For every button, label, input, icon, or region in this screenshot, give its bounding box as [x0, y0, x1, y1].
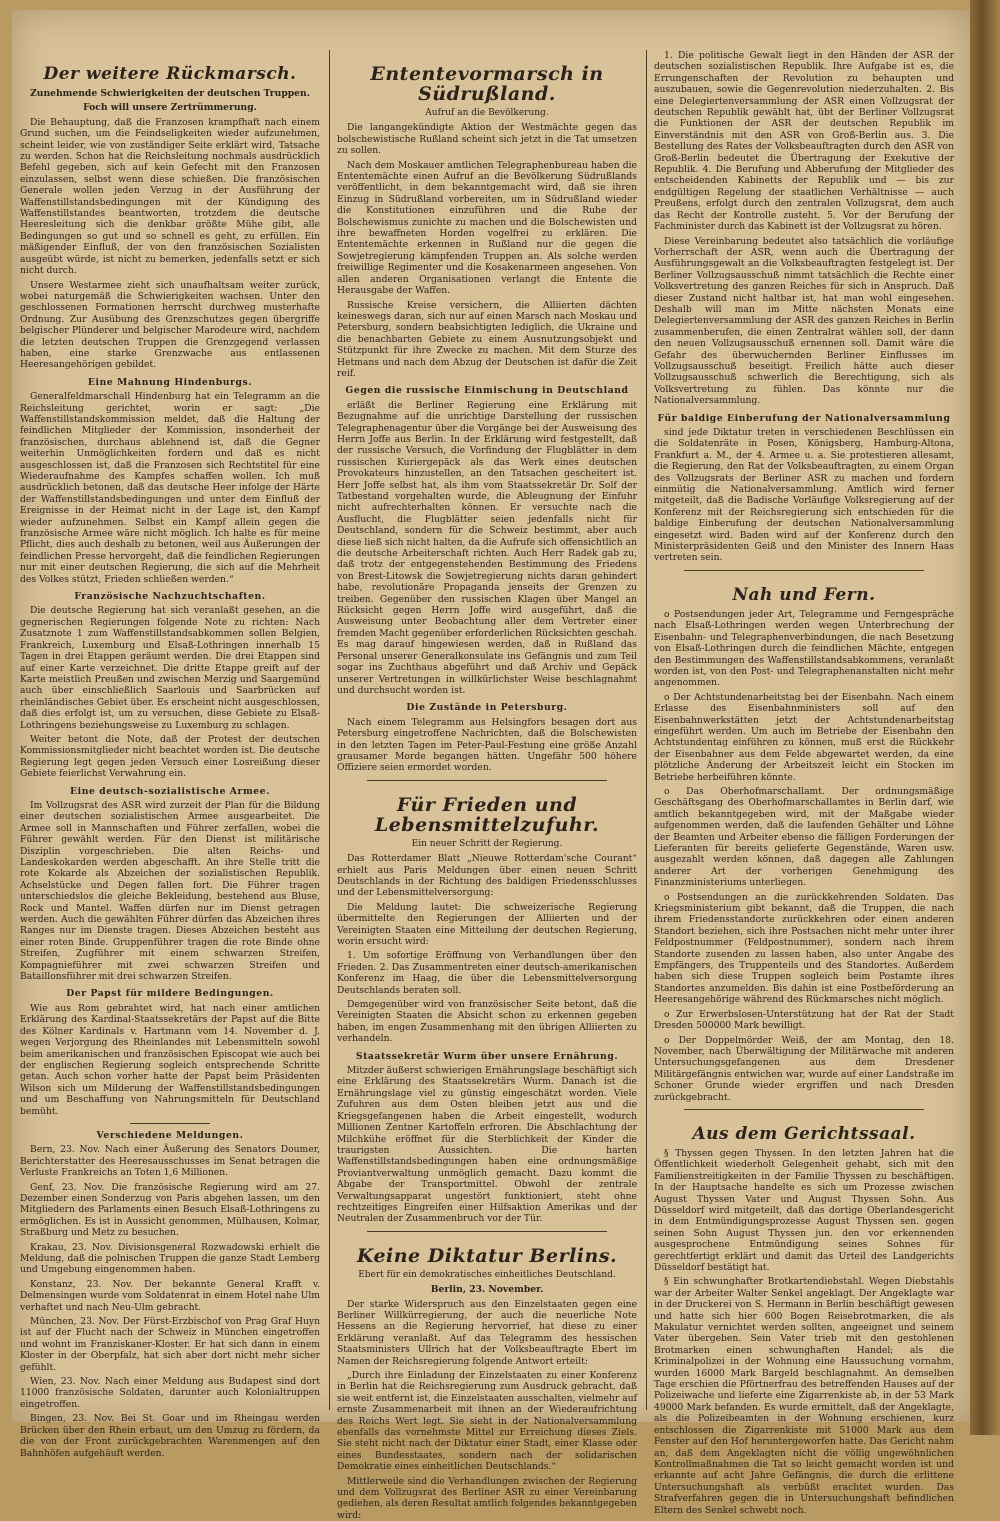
article-headline: Der weitere Rückmarsch. [43, 64, 297, 84]
column-left [20, 50, 320, 1459]
separator [367, 1231, 607, 1232]
paragraph: § Ein schwunghafter Brotkartendiebstahl. Wegen Diebstahls war der Arbeiter Walter Senkel angeklagt. Der Angeklagte war in der Druckerei von S. Hermann in Berlin beschäftigt gewesen und hatte sich hier 600 Bogen Reisebrotmarken, die als Makulatur vernichtet werden sollten, angeeignet und seinem Vater übergeben. Sein Vater trieb mit den gestohlenen Brotmarken einen schwunghaften Handel; als die Kriminalpolizei in der Wohnung eine Haussuchung vornahm, wurden 16000 Mark Bargeld beschlagnahmt. An demselben Tage erschien die Pförtnerfrau des betreffenden Hauses auf der Polizeiwache und lieferte eine Zigarrenkiste ab, in der 53 Mark 49000 Mark befanden. Es wurde ermittelt, daß der Angeklagte, als die Polizeibeamten in der Wohnung erschienen, kurz entschlossen die Zigarrenkiste mit 51000 Mark aus dem Fenster auf den Hof heruntergeworfen hatte. Das Gericht nahm an, daß dem Angeklagten nicht die völlig ungewöhnlichen Kontrollmaßnahmen die Tat so leicht gemacht worden ist und erkannte auf acht Jahre Gefängnis, die durch die erlittene Untersuchungshaft als verbüßt erachtet wurden. Das Strafverfahren gegen die in Untersuchungshaft befindlichen Eltern des Senkel schwebt noch. [654, 1276, 954, 1516]
paragraph: Die deutsche Regierung hat sich veranlaßt gesehen, an die gegnerischen Regierungen folgende Note zu richten: Nach Zusatznote 1 zum Waffenstillstandsabkommen sollen Belgien, Frankreich, Luxemburg und Elsaß-Lothringen innerhalb 15 Tagen in drei Etappen geräumt werden. Die drei Etappen sind auf einer Karte verzeichnet. Die dritte Etappe greift auf der Karte meistlich Preußen und zwischen Merzig und Saargemünd auch über einschließlich Saarlouis und Saarbrücken auf rheinländisches Gebiet über. Es erscheint nicht ausgeschlossen, daß dies erfolgt ist, um zu versuchen, diese Gebiete zu Elsaß-Lothringens beziehungsweise zu Luxemburg zu schlagen. [20, 605, 320, 731]
paragraph: o Postsendungen jeder Art, Telegramme und Ferngespräche nach Elsaß-Lothringen werden wegen Unterbrechung der Eisenbahn- und Telegraphenverbindungen, die nach Besetzung von Elsaß-Lothringen durch die feindlichen Mächte, entgegen den Bestimmungen des Waffenstillstandsabkommens, veranlaßt worden ist, von den Post- und Telegraphenanstalten nicht mehr angenommen. [654, 608, 954, 689]
article-subheading: Ebert für ein demokratisches einheitliches Deutschland. [358, 1269, 616, 1280]
news-item: Krakau, 23. Nov. Divisionsgeneral Rozwadowski erhielt die Meldung, daß die polnischen Truppen die ganze Stadt Lemberg und Umgebung eingenommen haben. [20, 1241, 320, 1276]
column-right [654, 50, 954, 1516]
paragraph: Diese Vereinbarung bedeutet also tatsächlich die vorläufige Vorherrschaft der ASR, wenn auch die Übertragung der Ausführungsgewalt an die Volksbeauftragten festgelegt ist. Der Berliner Vollzugsausschuß nimmt tatsächlich die Rechte einer Volksvertretung des ganzen Reiches für sich in Anspruch. Daß dieser Zustand nicht haltbar ist, hat man wohl eingesehen. Deshalb will man im Mitte nächsten Monats eine Delegiertenversammlung der ASR des ganzen Reiches in Berlin zusammenberufen, die einen Zentralrat wählen soll, der dann den neuen Vollzugsausschuß ernennen soll. Damit wäre die Gefahr des überwuchernden Berliner Einflusses im Vollzugsausschuß beseitigt. Freilich hätte auch dieser Vollzugsausschuß schwerlich die Berechtigung, sich als Volksvertretung zu fühlen. Das könnte nur die Nationalversammlung. [654, 235, 954, 407]
separator [367, 780, 607, 781]
paragraph: Weiter betont die Note, daß der Protest der deutschen Kommissionsmitglieder nicht beachtet worden ist. Die deutsche Regierung legt gegen jeden Versuch einer Losreißung dieser Gebiete feierlichst Verwahrung ein. [20, 733, 320, 780]
paragraph: erläßt die Berliner Regierung eine Erklärung mit Bezugnahme auf die unrichtige Darstellung der russischen Telegraphenagentur über die Vorgänge bei der Ausweisung des Herrn Joffe aus Berlin. In der Erklärung wird festgestellt, daß der russische Versuch, die Vorfindung der Flugblätter in dem russischen Kuriergepäck als das Werk eines deutschen Provokateurs hinzustellen, an den Tatsachen gescheitert ist. Herr Joffe selbst hat, als ihm vom Staatssekretär Dr. Solf der Tatbestand vorgehalten wurde, die Ableugnung der Einfuhr nicht aufrechterhalten können. Er versuchte nach die Ausflucht, die Flugblätter seien jedenfalls nicht für Deutschland, sondern für die Schweiz bestimmt, aber auch diese ließ sich nicht halten, da die Aufrufe sich offensichtlich an die deutsche Arbeiterschaft richten. Auch Herr Radek gab zu, daß trotz der entgegenstehenden Bestimmung des Friedens von Brest-Litowsk die Sowjetregierung nichts daran gehindert habe, revolutionäre Propaganda jenseits der Grenzen zu treiben. Gegenüber den russischen Klagen über Mangel an Rücksicht gegen Herrn Joffe wird ausgeführt, daß die Ausweisung unter Beobachtung aller dem Vertreter einer fremden Macht gegenüber erforderlichen Rücksichten geschah. Es mag darauf hingewiesen werden, daß in Rußland das Personal unserer Generalkonsulate ins Gefängnis und zum Teil sogar ins Zuchthaus abgeführt und daß Archiv und Gepäck unserer Vertretungen in willkürlichster Weise beschlagnahmt und durchsucht worden ist. [337, 399, 637, 696]
section-heading: Eine deutsch-sozialistische Armee. [70, 785, 270, 797]
separator [130, 1123, 210, 1124]
news-item: München, 23. Nov. Der Fürst-Erzbischof von Prag Graf Huyn ist auf der Flucht nach der Schweiz in München eingetroffen und wohnt im Franziskaner-Kloster. Er hat sich dann in einem Kloster in der Oberpfalz, hat sich aber dort nicht mehr sicher gefühlt. [20, 1316, 320, 1373]
paragraph: Die Meldung lautet: Die schweizerische Regierung übermittelte den Regierungen der Alliierten und der Vereinigten Staaten eine Mitteilung der deutschen Regierung, worin ersucht wird: [337, 901, 637, 947]
column-rule [329, 50, 330, 1410]
article-headline: Ententevormarsch in Südrußland. [370, 63, 604, 105]
paragraph: Wie aus Rom gebrahtet wird, hat nach einer amtlichen Erklärung des Kardinal-Staatssekretärs der Papst auf die Bitte des Kölner Kardinals v. Hartmann vom 14. November d. J. wegen Verjorgung des Rheinlandes mit Lebensmitteln sowohl beim amerikanischen und französischen Episcopat wie auch bei der englischen Regierung sogleich entsprechende Schritte getan. Auch schon vorher hatte der Papst beim Präsidenten Wilson sich um Milderung der Waffenstillstandsbedingungen und um Beschaffung von Nahrungsmitteln für Deutschland bemüht. [20, 1002, 320, 1117]
paragraph: Die Behauptung, daß die Franzosen krampfhaft nach einem Grund suchen, um die Feindseligkeiten wieder aufzunehmen, scheint leider, wie von zuständiger Seite erklärt wird, Tatsache zu werden. Schon hat die Reichsleitung nochmals ausdrücklich Befehl gegeben, sich auf kein Gefecht mit den Franzosen einzulassen, selbst wenn diese schießen. Die französischen Generale wollen jeden Verzug in der Ausführung der Waffenstillstandsbedingungen mit der Kündigung des Waffenstillstandes beantworten, trotzdem die deutsche Heeresleitung sich die denkbar größte Mühe gibt, alle Bedingungen so gut und so schnell es geht, zu erfüllen. Ein mäßigender Einfluß, der von den französischen Sozialisten ausgeübt würde, ist nicht zu bemerken, jedenfalls setzt er sich nicht durch. [20, 116, 320, 277]
paragraph: o Das Oberhofmarschallamt. Der ordnungsmäßige Geschäftsgang des Oberhofmarschallamtes in Berlin darf, wie amtlich bekanntgegeben wird, mit der Maßgabe wieder aufgenommen werden, daß die laufenden Gehälter und Löhne der Beamten und Arbeiter ebenso die fälligen Forderungen der Lieferanten für bereits gelieferte Gegenstände, Waren usw. ausgezahlt werden können, daß dagegen alle Zahlungen anderer Art der vorherigen Genehmigung des Finanzministeriums unterliegen. [654, 785, 954, 889]
paragraph: Unsere Westarmee zieht sich unaufhaltsam weiter zurück, wobei naturgemäß die Schwierigkeiten wachsen. Unter den geschlossenen Formationen herrscht durchweg musterhafte Ordnung. Zur Ausübung des Grenzschutzes gegen übergriffe belgischer Plünderer und belgischer Marodeure wird, nachdem die letzten deutschen Truppen die Grenzgegend verlassen haben, eine starke Grenzwache aus entlassenen Heeresangehörigen gebildet. [20, 279, 320, 371]
section-heading: Gegen die russische Einmischung in Deutschland [345, 385, 629, 397]
paragraph: 1. Die politische Gewalt liegt in den Händen der ASR der deutschen sozialistischen Republik. Ihre Aufgabe ist es, die Errungenschaften der Revolution zu behaupten und auszubauen, sowie die Gegenrevolution niederzuhalten. 2. Bis eine Delegiertenversammlung der ASR einen Vollzugsrat der deutschen Republik gewählt hat, übt der Berliner Vollzugsrat die Funktionen der ASR der deutschen Republik im Einverständnis mit den ASR von Groß-Berlin aus. 3. Die Bestellung des Rates der Volksbeauftragten durch den ASR von Groß-Berlin bedeutet die Übertragung der Exekutive der Republik. 4. Die Berufung und Abberufung der Mitglieder des entscheidenden Kabinetts der Republik und — bis zur endgültigen Regelung der staatlichen Verhältnisse — auch Preußens, erfolgt durch den zentralen Vollzugsrat, dem auch das Recht der Kontrolle zusteht. 5. Vor der Berufung der Fachminister durch das Kabinett ist der Vollzugsrat zu hören. [654, 50, 954, 233]
book-binding-edge [970, 0, 1000, 1435]
paragraph: Die langangekündigte Aktion der Westmächte gegen das bolschewistische Rußland scheint sich jetzt in die Tat umsetzen zu sollen. [337, 122, 637, 157]
paragraph: o Zur Erwerbslosen-Unterstützung hat der Rat der Stadt Dresden 500000 Mark bewilligt. [654, 1008, 954, 1032]
paragraph: Nach dem Moskauer amtlichen Telegraphenbureau haben die Ententemächte einen Aufruf an die Bevölkerung Südrußlands veröffentlicht, in dem bekanntgemacht wird, daß sie ihren Einzug in Südrußland vorbereiten, um in Südrußland wieder die Konstitutionen einzuführen und die Ruhe der Bolschewismus zunichte zu machen und die Bolschewisten und ihre bewaffneten Horden vogelfrei zu erklären. Die Ententemächte erkennen in Rußland nur die gegen die Sowjetregierung kämpfenden Truppen an. Als solche werden freiwillige Regimenter und die Kosakenarmeen angesehen. Von allen anderen Organisationen verlangt die Entente die Herausgabe der Waffen. [337, 159, 637, 297]
article-subheading: Aufruf an die Bevölkerung. [425, 108, 549, 118]
section-heading: Staatssekretär Wurm über unsere Ernährung. [355, 1050, 619, 1062]
section-heading: Eine Mahnung Hindenburgs. [87, 376, 253, 388]
article-subheading: Zunehmende Schwierigkeiten der deutschen Truppen. [30, 88, 310, 99]
article-headline: Aus dem Gerichtssaal. [692, 1123, 916, 1144]
separator [684, 570, 924, 571]
separator [684, 1109, 924, 1110]
paragraph: Das Rotterdamer Blatt „Nieuwe Rotterdam'sche Courant“ erhielt aus Paris Meldungen über einen neuen Schritt Deutschlands in der Richtung des baldigen Friedensschlusses und der Lebensmittelversorgung: [337, 853, 637, 899]
news-item: Konstanz, 23. Nov. Der bekannte General Krafft v. Delmensingen wurde vom Soldatenrat in einem Hotel nahe Ulm verhaftet und nach Neu-Ulm gebracht. [20, 1278, 320, 1313]
paragraph: § Thyssen gegen Thyssen. In den letzten Jahren hat die Öffentlichkeit wiederholt Gelegenheit gehabt, sich mit den Familienstreitigkeiten in der Familie Thyssen zu beschäftigen. In der Hauptsache handelte es sich um Prozesse zwischen August Thyssen Vater und August Thyssen Sohn. Aus Düsseldorf wird mitgeteilt, daß das dortige Oberlandesgericht in dem Entmündigungsprozesse August Thyssen sen. gegen seinen Sohn August Thyssen jun. den vor erkennenden ausgesprochene Entmündigung seines Sohnes für gerechtfertigt erklärt und damit das Urteil des Landgerichts Düsseldorf bestätigt hat. [654, 1147, 954, 1273]
news-item: Wien, 23. Nov. Nach einer Meldung aus Budapest sind dort 11000 französische Soldaten, darunter auch Kolonialtruppen eingetroffen. [20, 1376, 320, 1410]
dateline: Berlin, 23. November. [430, 1284, 544, 1296]
paragraph: Mitzder äußerst schwierigen Ernährungslage beschäftigt sich eine Erklärung des Staatssekretärs Wurm. Danach ist die Ernährungslage viel zu günstig eingeschätzt worden. Viele Zufuhren aus dem Osten bleiben jetzt aus und die Kriegsgefangenen haben die Arbeit eingestellt, wodurch Millionen Zentner Kartoffeln erfroren. Die Abschlachtung der Milchkühe eröffnet für die Sterblichkeit der Kinder die traurigsten Aussichten. Die harten Waffenstillstandsbedingungen haben eine ordnungsmäßige Proviantverwaltung unmöglich gemacht. Dazu kommt die Abgabe der Transportmittel. Obwohl der zentrale Verwaltungsapparat ungestört funktioniert, steht ohne rechtzeitiges Eingreifen einer Hilfsaktion Amerikas und der Neutralen der Zusammenbruch vor der Tür. [337, 1065, 637, 1225]
paragraph: o Der Doppelmörder Weiß, der am Montag, den 18. November, nach Überwältigung der Militärwache mit anderen Untersuchungsgefangenen aus dem Dresdener Militärgefängnis entwichen war, wurde auf einer Landstraße im Schoner Grunde wieder ergriffen und nach Dresden zurückgebracht. [654, 1034, 954, 1103]
paragraph: Demgegenüber wird von französischer Seite betont, daß die Vereinigten Staaten die Absicht schon zu erkennen gegeben haben, im engen Zusammenhang mit den übrigen Alliierten zu verhandeln. [337, 999, 637, 1045]
section-heading: Französische Nachzuchtschaften. [74, 591, 266, 603]
paragraph: o Der Achtstundenarbeitstag bei der Eisenbahn. Nach einem Erlasse des Eisenbahnministers soll auf den Eisenbahnwerkstätten jetzt der Achtstundenarbeitstag eingeführt werden. Um auch im Betriebe der Eisenbahn den Achtstundentag einführen zu können, muß erst die Rückkehr der Eisenbahner aus dem Felde abgewartet werden, da eine plötzliche Änderung der Arbeitszeit leicht ein Stocken im Betriebe herbeiführen könnte. [654, 691, 954, 783]
paragraph: Der starke Widerspruch aus den Einzelstaaten gegen eine Berliner Willkürregierung, der auch die neuerliche Note Hessens an die Regierung hervorrief, hat diese zu einer Erklärung veranlaßt. Auf das Telegramm des hessischen Staatsministers Ullrich hat der Volksbeauftragte Ebert im Namen der Reichsregierung folgende Antwort erteilt: [337, 1298, 637, 1367]
section-heading: Der Papst für mildere Bedingungen. [66, 988, 274, 1000]
newspaper-page [12, 10, 970, 1521]
section-heading: Verschiedene Meldungen. [96, 1129, 244, 1141]
paragraph: sind jede Diktatur treten in verschiedenen Beschlüssen ein die Soldatenräte in Posen, Königsberg, Hamburg-Altona, Frankfurt a. M., der 4. Armee u. a. Sie protestieren allesamt, die Regierung, den Rat der Volksbeauftragten, zu einem Organ des Vollzugsrats der Berliner ASR zu machen und fordern einmütig die Nationalversammlung. Amtlich wird ferner mitgeteilt, daß die Badische Vorläufige Volksregierung auf der Konferenz mit der Reichsregierung sich entschieden für die baldige Einberufung der deutschen Nationalversammlung eingesetzt wird. Baden wird auf der Konferenz durch den Ministerpräsidenten Geiß und den Minister des Innern Haas vertreten sein. [654, 427, 954, 564]
column-middle [337, 50, 638, 1521]
paragraph: Generalfeldmarschall Hindenburg hat ein Telegramm an die Reichsleitung gerichtet, worin er sagt: „Die Waffenstillstandskommission meldet, daß die Haltung der feindlichen Mitglieder der Kommission, insonderheit der französischen, durchaus ablehnend ist, daß die Gegner weiterhin Unmöglichkeiten fordern und daß es nicht ausgeschlossen ist, daß die Franzosen sich Rechtstitel für eine Wiederaufnahme des Kampfes schaffen wollen. Ich muß ausdrücklich betonen, daß das deutsche Heer infolge der Härte der Waffenstillstandsbedingungen und unter dem Einfluß der Ereignisse in der Heimat nicht in der Lage ist, den Kampf wieder aufzunehmen. Selbst ein Kampf allein gegen die französische Armee wäre nicht möglich. Ich halte es für meine Pflicht, dies auch deshalb zu betonen, weil aus Äußerungen der feindlichen Presse hervorgeht, daß die feindlichen Regierungen nur mit einer deutschen Regierung, die sich auf die Mehrheit des Volkes stützt, Frieden schließen werden.“ [20, 391, 320, 585]
paragraph: Russische Kreise versichern, die Alliierten dächten keineswegs daran, sich nur auf einen Marsch nach Moskau und Petersburg, sondern beabsichtigten lediglich, die Ukraine und die benachbarten Gebiete zu einem Ausnutzungsobjekt und Stützpunkt für ihre Zwecke zu machen. Mit dem Sturze des Hetmans und nach dem Abzug der Deutschen ist dafür die Zeit reif. [337, 299, 637, 379]
news-item: Bingen, 23. Nov. Bei St. Goar und im Rheingau werden Brücken über den Rhein erbaut, um den Umzug zu fördern, da die von der Front zurückgebrachten Warenmengen auf den Bahnhöfen aufgehäuft werden. [20, 1413, 320, 1459]
paragraph: 1. Um sofortige Eröffnung von Verhandlungen über den Frieden. 2. Das Zusammentreten einer deutsch-amerikanischen Konferenz im Haag, die über die Lebensmittelversorgung Deutschlands beraten soll. [337, 950, 637, 996]
paragraph: o Postsendungen an die zurückkehrenden Soldaten. Das Kriegsministerium gibt bekannt, daß die Truppen, die nach ihrem Friedensstandorte zurückkehren oder einen anderen Standort beziehen, sich ihre Postsachen nicht mehr unter ihrer Feldpostnummer (Feldpostnummer), sondern nach ihrem Standorte zusenden zu lassen haben, also unter Angabe des Empfängers, des Truppenteils und des Standortes. Außerdem haben sich diese Truppen sogleich beim Postamte ihres Standortes anzumelden. Bis dahin ist eine Postbeförderung an Heeresangehörige während des Rückmarsches nicht möglich. [654, 891, 954, 1006]
column-rule [646, 50, 647, 1410]
paragraph: Im Vollzugsrat des ASR wird zurzeit der Plan für die Bildung einer deutschen sozialistischen Armee ausgearbeitet. Die Armee soll in Mannschaften und Führer zerfallen, wobei die Führer gewählt werden. Für den Dienst ist militärische Disziplin vorgeschrieben. Die alten Reichs- und Landeskokarden werden abgeschafft. An ihre Stelle tritt die rote Kokarde als Abzeichen der sozialistischen Republik. Achselstücke und Degen fallen fort. Die Führer tragen unterschiedslos die gleiche Bekleidung, bestehend aus Bluse, Rock und Mantel. Waffen dürfen nur im Dienst getragen werden. Auch die gewählten Führer dürfen das Abzeichen ihres Ranges nur im Dienste tragen. Dieses Abzeichen besteht aus einer roten Binde. Gruppenführer tragen die rote Binde ohne Streifen, Zugführer mit einem schwarzen Streifen, Kompagnieführer mit zwei schwarzen Streifen und Bataillonsführer mit drei schwarzen Streifen. [20, 799, 320, 983]
news-item: Bern, 23. Nov. Nach einer Äußerung des Senators Doumer, Berichterstatter des Heeresausschusses im Senat betragen die Verluste Frankreichs an Toten 1,6 Millionen. [20, 1144, 320, 1179]
article-subheading: Ein neuer Schritt der Regierung. [411, 838, 563, 849]
section-heading: Die Zustände in Petersburg. [406, 702, 568, 714]
article-headline: Keine Diktatur Berlins. [356, 1244, 618, 1267]
paragraph: „Durch ihre Einladung der Einzelstaaten zu einer Konferenz in Berlin hat die Reichsregierung zum Ausdruck gebracht, daß sie weit entfernt ist, die Einzelstaaten ausschalten, vielmehr auf ernste Zusammenarbeit mit ihnen an der Wiederaufrichtung des Reichs Wert legt. Sie sieht in der Nationalversammlung ebenfalls das vornehmste Mittel zur Erreichung dieses Ziels. Sie steht nicht nach der Diktatur einer Stadt, einer Klasse oder eines Bundesstaates, sondern nach der solidarischen Demokratie eines einheitlichen Deutschlands.“ [337, 1370, 638, 1473]
paragraph: Nach einem Telegramm aus Helsingfors besagen dort aus Petersburg eingetroffene Nachrichten, daß die Bolschewisten in den letzten Tagen im Peter-Paul-Festung eine größe Anzahl grausamer Morde begangen hätten. Ungefähr 500 höhere Offiziere seien ermordet worden. [337, 716, 637, 774]
article-headline: Nah und Fern. [732, 584, 876, 605]
paragraph: Mittlerweile sind die Verhandlungen zwischen der Regierung und dem Vollzugsrat des Berliner ASR zu einer Vereinbarung gediehen, als deren Resultat amtlich folgendes bekanntgegeben wird: [337, 1475, 637, 1521]
article-headline: Für Frieden und Lebensmittelzufuhr. [374, 793, 600, 836]
news-item: Genf, 23. Nov. Die französische Regierung wird am 27. Dezember einen Sonderzug von Paris abgehen lassen, um den Mitgliedern des Parlaments einen Besuch Elsaß-Lothringens zu ermöglichen. Es ist in Aussicht genommen, Mülhausen, Kolmar, Straßburg und Metz zu besuchen. [20, 1181, 320, 1239]
article-subheading: Foch will unsere Zertrümmerung. [83, 102, 257, 114]
section-heading: Für baldige Einberufung der Nationalversammlung [657, 412, 951, 424]
